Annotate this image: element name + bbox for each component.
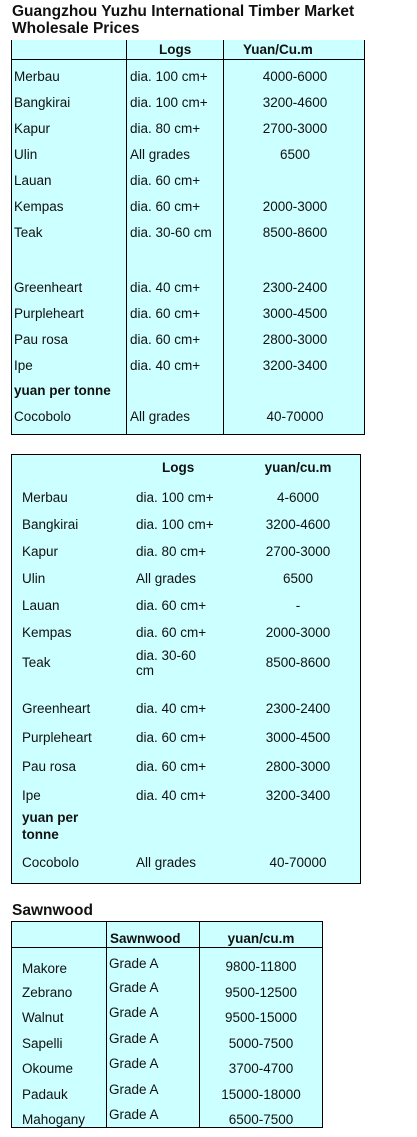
log-spec: dia. 30-60 cm [130,225,212,240]
price-range: 3000-4500 [262,306,328,321]
section-title: Sawnwood [12,902,93,919]
column-header-logs: Logs [162,460,195,475]
unit-note-line-1: yuan per [22,810,79,825]
log-spec-line-2: cm [136,663,154,678]
table-divider [106,922,107,1127]
price-range: 15000-18000 [221,1087,301,1102]
species-name: Kapur [22,544,59,559]
price-range: - [295,598,301,613]
price-range: 40-70000 [269,855,327,870]
log-spec: All grades [136,571,197,586]
price-range: 9800-11800 [225,959,297,974]
log-spec: All grades [136,855,197,870]
unit-note: yuan per tonne [14,383,111,398]
page-title [12,3,412,37]
species-name: Purpleheart [14,306,84,321]
price-range: 40-70000 [266,409,324,424]
price-range: 2800-3000 [265,759,331,774]
log-spec: dia. 40 cm+ [136,701,207,716]
grade: Grade A [109,956,159,971]
price-range: 3000-4500 [265,730,331,745]
sawnwood-price-table [11,921,323,1128]
grade: Grade A [109,980,159,995]
log-spec: dia. 100 cm+ [130,69,208,84]
price-range: 5000-7500 [228,1036,294,1051]
unit-note [22,809,78,843]
title-line-1: Guangzhou Yuzhu International Timber Market [12,3,355,20]
price-range: 2300-2400 [262,280,328,295]
log-spec: dia. 60 cm+ [136,730,207,745]
price-range: 3200-3400 [262,358,328,373]
species-name: Ulin [14,147,38,162]
header-divider [11,59,365,60]
price-range: 6500-7500 [228,1112,294,1127]
column-header-price: yuan/cu.m [227,931,295,946]
species-name: Sapelli [22,1036,63,1051]
price-range: 6500 [279,147,311,162]
species-name: Ulin [22,571,46,586]
species-name: Merbau [14,69,60,84]
log-spec: All grades [130,147,191,162]
species-name: Zebrano [22,985,73,1000]
table-row [12,648,360,682]
species-name: Kempas [22,625,72,640]
species-name: Walnut [22,1010,64,1025]
log-spec: dia. 80 cm+ [130,121,201,136]
species-name: Makore [22,961,68,976]
table-divider [126,40,127,435]
column-header-logs: Logs [159,42,192,57]
grade: Grade A [109,1107,159,1122]
species-name: Okoume [22,1061,74,1076]
price-range: 9500-15000 [224,1010,298,1025]
log-spec: dia. 100 cm+ [136,490,214,505]
price-range: 3200-4600 [265,517,331,532]
price-range: 3700-4700 [228,1061,294,1076]
species-name: Greenheart [14,280,83,295]
species-name: Kempas [14,199,64,214]
logs-price-table-2 [11,454,361,884]
price-range: 3200-3400 [265,788,331,803]
price-range: 9500-12500 [224,985,298,1000]
column-header-sawnwood: Sawnwood [110,931,181,946]
grade: Grade A [109,1056,159,1071]
unit-note-line-2: tonne [22,827,59,842]
log-spec: dia. 40 cm+ [130,358,201,373]
log-spec: dia. 100 cm+ [136,517,214,532]
log-spec: dia. 60 cm+ [130,173,201,188]
log-spec: dia. 60 cm+ [130,332,201,347]
species-name: Cocobolo [14,409,72,424]
species-name: Teak [14,225,43,240]
log-spec: dia. 80 cm+ [136,544,207,559]
price-range: 4-6000 [276,490,320,505]
species-name: Ipe [14,358,33,373]
species-name: Lauan [22,598,60,613]
price-range: 8500-8600 [265,655,331,670]
log-spec: All grades [130,409,191,424]
log-spec: dia. 40 cm+ [130,280,201,295]
log-spec: dia. 60 cm+ [136,598,207,613]
species-name: Cocobolo [22,855,80,870]
species-name: Greenheart [22,701,91,716]
species-name: Pau rosa [14,332,69,347]
species-name: Mahogany [22,1112,86,1127]
price-range: 8500-8600 [262,225,328,240]
price-range: 2800-3000 [262,332,328,347]
column-header-price: Yuan/Cu.m [243,42,313,57]
log-spec: dia. 60 cm+ [130,199,201,214]
species-name: Pau rosa [22,759,77,774]
grade: Grade A [109,1031,159,1046]
species-name: Purpleheart [22,730,92,745]
price-range: 4000-6000 [262,69,328,84]
grade: Grade A [109,1005,159,1020]
price-range: 3200-4600 [262,95,328,110]
log-spec: dia. 100 cm+ [130,95,208,110]
species-name: Kapur [14,121,51,136]
species-name: Bangkirai [22,517,79,532]
grade: Grade A [109,1082,159,1097]
price-range: 6500 [282,571,314,586]
species-name: Padauk [22,1087,68,1102]
price-range: 2700-3000 [265,544,331,559]
price-range: 2700-3000 [262,121,328,136]
header-divider [12,947,322,948]
table-divider [223,40,224,435]
price-range: 2000-3000 [265,625,331,640]
table-border-left [11,40,12,435]
price-range: 2300-2400 [265,701,331,716]
table-border-bottom [11,434,365,435]
species-name: Ipe [22,788,41,803]
species-name: Teak [22,655,51,670]
log-spec: dia. 40 cm+ [136,788,207,803]
log-spec: dia. 60 cm+ [136,625,207,640]
species-name: Bangkirai [14,95,71,110]
species-name: Merbau [22,490,68,505]
log-spec: dia. 60 cm+ [130,306,201,321]
price-range: 2000-3000 [262,199,328,214]
logs-price-table-1 [11,40,365,435]
log-spec-line-1: dia. 30-60 [136,648,197,663]
title-line-2: Wholesale Prices [12,20,140,37]
log-spec: dia. 60 cm+ [136,759,207,774]
species-name: Lauan [14,173,52,188]
log-spec [136,648,196,678]
column-header-price: yuan/cu.m [264,460,332,475]
